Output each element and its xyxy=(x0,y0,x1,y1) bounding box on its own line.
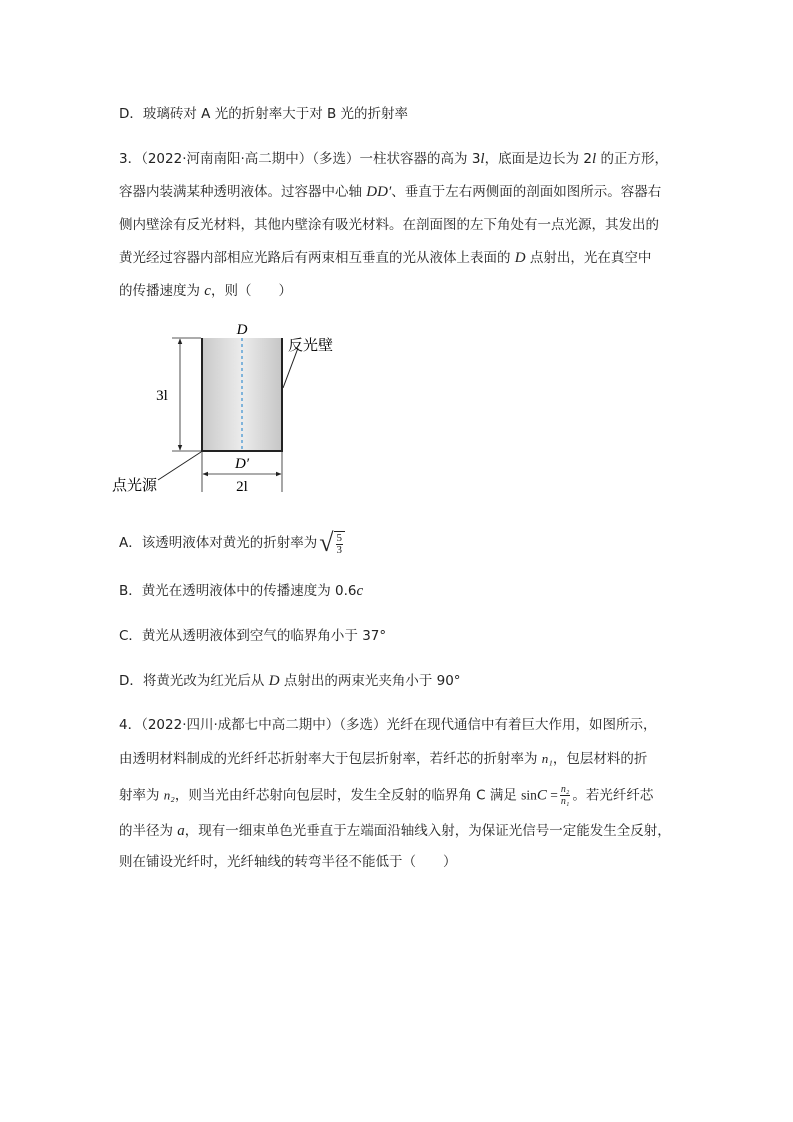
q3-option-b: B．黄光在透明液体中的传播速度为 0.6c xyxy=(119,583,364,599)
q3-stem-line-1: 3．（2022·河南南阳·高二期中）（多选）一柱状容器的高为 3l，底面是边长为 2l 的正方形， xyxy=(119,151,668,167)
height-label: 3l xyxy=(156,388,168,404)
q4-stem-line-1: 4．（2022·四川·成都七中高二期中）（多选）光纤在现代通信中有着巨大作用，如图所示， xyxy=(119,717,657,733)
critical-angle-fraction: $\frac{\text{n₂}}{\text{n₁}}$ xyxy=(560,784,570,807)
q3-stem-line-4: 黄光经过容器内部相应光路后有两束相互垂直的光从液体上表面的 D 点射出，光在真空中 xyxy=(119,250,652,266)
q3-stem-line-2: 容器内装满某种透明液体。过容器中心轴 DD′、垂直于左右两侧面的剖面如图所示。容器右 xyxy=(119,184,662,200)
q4-stem-line-5: 则在铺设光纤时，光纤轴线的转弯半径不能低于（ ） xyxy=(119,854,457,870)
label-d-top: D xyxy=(236,322,248,338)
q3-stem-line-3: 侧内壁涂有反光材料，其他内壁涂有吸光材料。在剖面图的左下角处有一点光源，其发出的 xyxy=(119,217,659,233)
q3-stem-line-5: 的传播速度为 c，则（ ） xyxy=(119,283,292,299)
sqrt-five-thirds: √ 5 3 xyxy=(319,530,345,556)
q3-option-a: A．该透明液体对黄光的折射率为 √ 5 3 xyxy=(119,530,345,556)
q2-option-d: D．玻璃砖对 A 光的折射率大于对 B 光的折射率 xyxy=(119,106,409,122)
reflective-wall-label: 反光壁 xyxy=(288,338,334,354)
q3-option-d: D．将黄光改为红光后从 D 点射出的两束光夹角小于 90° xyxy=(119,673,461,689)
q4-stem-line-3: 射率为 n₂，则当光由纤芯射向包层时，发生全反射的临界角 C 满足 sinC = $\frac{\text{n₂}}{\text{n₁}}$ 。若光纤纤芯 xyxy=(119,784,654,807)
width-label: 2l xyxy=(236,479,248,495)
point-source-leader xyxy=(158,452,201,480)
q4-stem-line-4: 的半径为 a，现有一细束单色光垂直于左端面沿轴线入射，为保证光信号一定能发生全反射， xyxy=(119,823,671,839)
reflective-wall-leader xyxy=(283,348,298,388)
q3-container-figure xyxy=(110,318,360,500)
q4-stem-line-2: 由透明材料制成的光纤纤芯折射率大于包层折射率，若纤芯的折射率为 n₁，包层材料的折 xyxy=(119,751,648,767)
point-source-label: 点光源 xyxy=(112,478,158,494)
q3-option-c: C．黄光从透明液体到空气的临界角小于 37° xyxy=(119,628,387,644)
label-d-prime: D′ xyxy=(234,456,250,472)
